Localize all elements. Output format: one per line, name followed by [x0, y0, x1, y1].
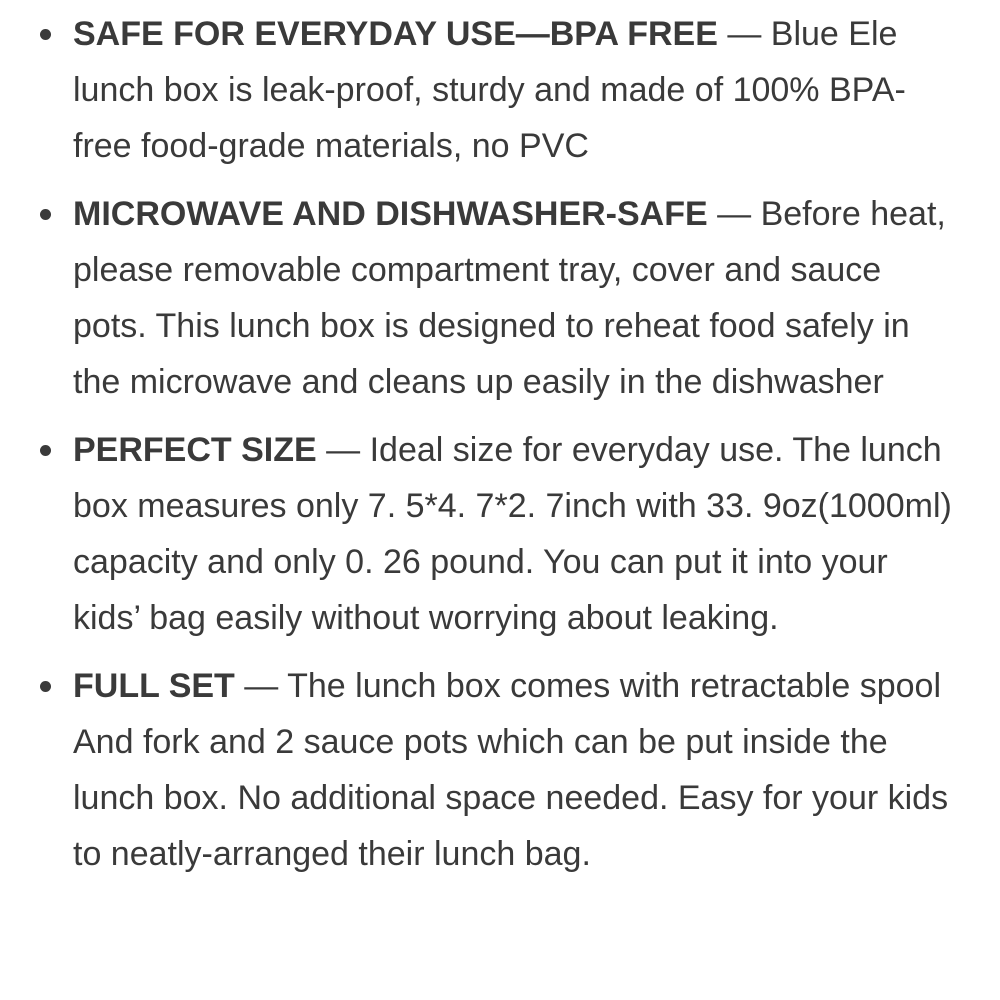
feature-heading: FULL SET	[73, 667, 235, 705]
bullet-icon	[40, 29, 51, 40]
feature-description: Ideal size for everyday use. The lunch box measures only 7. 5*4. 7*2. 7inch with 33. 9oz(1000ml) capacity and only 0. 26 pound. You can put it into your kids’ bag easily without worrying about leaking.	[73, 431, 952, 637]
feature-heading: SAFE FOR EVERYDAY USE—BPA FREE	[73, 15, 718, 53]
feature-description: Blue Ele lunch box is leak-proof, sturdy and made of 100% BPA-free food-grade materials, no PVC	[73, 15, 906, 165]
bullet-icon	[40, 445, 51, 456]
feature-item-full-set	[0, 658, 1000, 882]
feature-separator: —	[316, 431, 370, 469]
feature-item-microwave	[0, 186, 1000, 410]
bullet-icon	[40, 681, 51, 692]
feature-description: Before heat, please removable compartment tray, cover and sauce pots. This lunch box is designed to reheat food safely in the microwave and cleans up easily in the dishwasher	[73, 195, 946, 401]
feature-description: The lunch box comes with retractable spool And fork and 2 sauce pots which can be put inside the lunch box. No additional space needed. Easy for your kids to neatly-arranged their lunch bag.	[73, 667, 949, 873]
feature-item-safe	[0, 6, 1000, 174]
feature-list	[0, 6, 1000, 894]
feature-item-size	[0, 422, 1000, 646]
feature-separator: —	[717, 15, 771, 53]
feature-separator: —	[234, 667, 288, 705]
feature-separator: —	[707, 195, 761, 233]
feature-heading: MICROWAVE AND DISHWASHER-SAFE	[73, 195, 708, 233]
feature-heading: PERFECT SIZE	[73, 431, 317, 469]
bullet-icon	[40, 209, 51, 220]
